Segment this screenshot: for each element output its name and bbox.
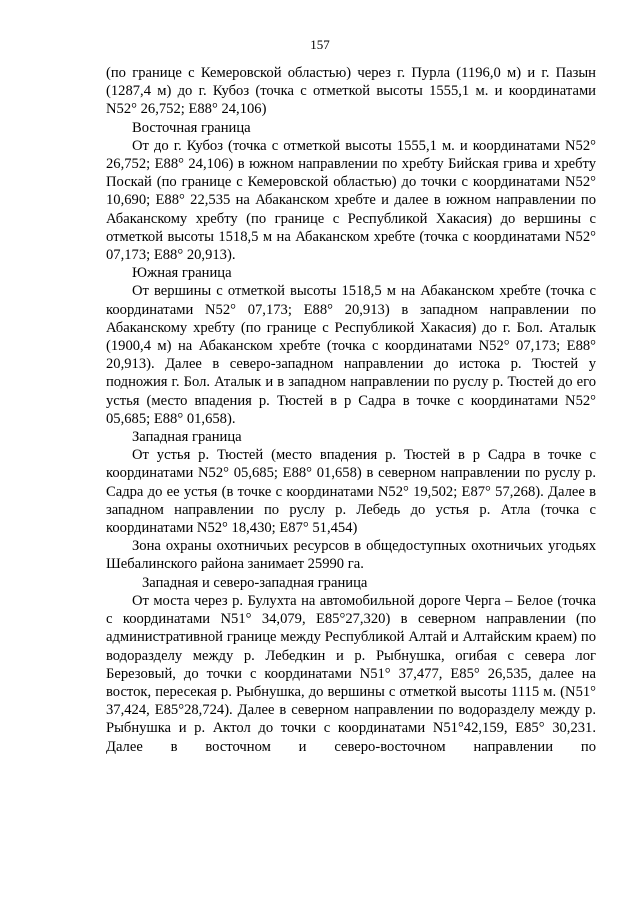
paragraph-east-boundary: От до г. Кубоз (точка с отметкой высоты 1555,1 м. и координатами N52° 26,752; E88° 24,106) в южном направлении по хребту Бийская грива и хребту Поскай (по границе с Кемеровской областью) до точки с координатами N52° 10,690; E88° 22,535 на Абаканском хребте и далее в южном направлении по Абаканскому хребту (по границе с Республикой Хакасия) до вершины с отметкой высоты 1518,5 м на Абаканском хребте (точка с координатами N52° 07,173; E88° 20,913). <box>106 137 596 264</box>
page-number: 157 <box>310 37 330 52</box>
document-body <box>106 64 596 756</box>
heading-south-boundary: Южная граница <box>132 265 232 282</box>
paragraph-west-northwest-boundary: От моста через р. Булухта на автомобильной дороге Черга – Белое (точка с координатами N51° 34,079, E85°27,320) в северном направлении (по административной границе между Республикой Алтай и Алтайским краем) по водоразделу между р. Лебедкин и р. Рыбнушка, огибая с севера лог Березовый, до точки с координатами N51° 37,477, E85° 26,535, далее на восток, пересекая р. Рыбнушка, до вершины с отметкой высоты 1115 м. (N51° 37,424, E85°28,724). Далее в северном направлении по водоразделу между р. Рыбнушка и р. Актол до точки с координатами N51°42,159, E85° 30,231. Далее в восточном и северо-восточном направлении по <box>106 592 596 755</box>
paragraph-protection-zone-area: Зона охраны охотничьих ресурсов в общедоступных охотничьих угодьях Шебалинского района занимает 25990 га. <box>106 538 596 573</box>
heading-west-boundary: Западная граница <box>132 429 242 446</box>
heading-east-boundary: Восточная граница <box>132 119 251 136</box>
paragraph-west-boundary: От устья р. Тюстей (место впадения р. Тюстей в р Садра в точке с координатами N52° 05,685; E88° 01,658) в северном направлении по руслу р. Садра до ее устья (в точке с координатами N52° 19,502; E87° 57,268). Далее в западном направлении по руслу р. Лебедь до устья р. Атла (точка с координатами N52° 18,430; E87° 51,454) <box>106 447 596 537</box>
paragraph-north-boundary-continuation: (по границе с Кемеровской областью) через г. Пурла (1196,0 м) и г. Пазын (1287,4 м) до г. Кубоз (точка с отметкой высоты 1555,1 м. и координатами N52° 26,752; E88° 24,106) <box>106 65 596 118</box>
paragraph-south-boundary: От вершины с отметкой высоты 1518,5 м на Абаканском хребте (точка с координатами N52° 07,173; E88° 20,913) в западном направлении по Абаканскому хребту (по границе с Республикой Хакасия) до г. Бол. Аталык (1900,4 м) на Абаканском хребте (точка с координатами N52° 07,173; E88° 20,913). Далее в северо-западном направлении до истока р. Тюстей у подножия г. Бол. Аталык и в западном направлении по руслу р. Тюстей до его устья (место впадения р. Тюстей в р Садра в точке с координатами N52° 05,685; E88° 01,658). <box>106 283 596 427</box>
heading-west-northwest-boundary: Западная и северо-западная граница <box>142 574 368 591</box>
